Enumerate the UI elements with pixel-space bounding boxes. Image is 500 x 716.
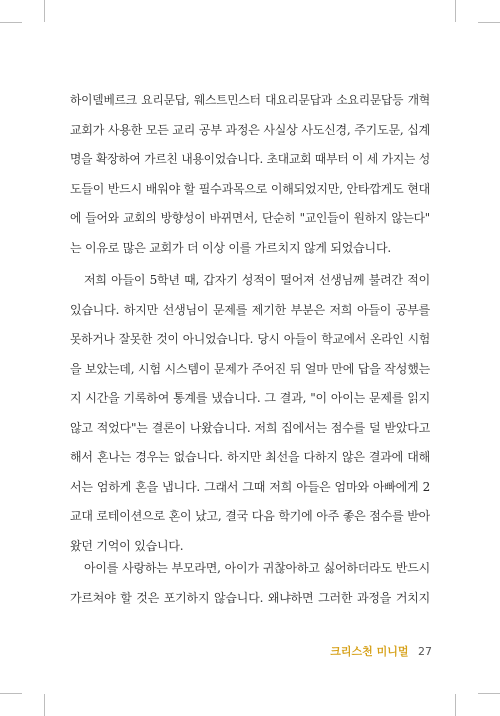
paragraph-2	[70, 266, 430, 561]
text-line: 교대 로테이션으로 혼이 났고, 결국 다음 학기에 아주 좋은 점수를 받아	[70, 509, 430, 523]
crop-mark-top-right-h	[478, 22, 500, 23]
crop-mark-bottom-right	[455, 694, 456, 716]
page-number: 27	[418, 645, 432, 658]
text-line: 있습니다. 하지만 선생님이 문제를 제기한 부분은 저희 아들이 공부를	[70, 302, 430, 317]
text-line: 저희 아들이 5학년 때, 갑자기 성적이 떨어져 선생님께 불려간 적이	[84, 273, 430, 287]
crop-mark-top-left	[44, 0, 45, 22]
text-line: 서는 엄하게 혼을 냅니다. 그래서 그때 저희 아들은 엄마와 아빠에게 2	[70, 479, 430, 494]
crop-mark-top-right	[455, 0, 456, 22]
text-line: 도들이 반드시 배워야 할 필수과목으로 이해되었지만, 안타깝게도 현대	[70, 181, 430, 196]
running-title: 크리스천 미니멀	[330, 645, 409, 658]
text-line: 에 들어와 교회의 방향성이 바뀌면서, 단순히 "교인들이 원하지 않는다"	[70, 211, 430, 225]
text-line: 아이를 사랑하는 부모라면, 아이가 귀찮아하고 싫어하더라도 반드시	[84, 561, 430, 575]
crop-mark-bottom-left	[44, 694, 45, 716]
text-line: 는 이유로 많은 교회가 더 이상 이를 가르치지 않게 되었습니다.	[70, 240, 391, 255]
text-line: 왔던 기억이 있습니다.	[70, 538, 184, 553]
text-line: 않고 적었다"는 결론이 나왔습니다. 저희 집에서는 점수를 덜 받았다고	[70, 420, 430, 435]
crop-mark-bottom-right-h	[478, 693, 500, 694]
text-line: 교회가 사용한 모든 교리 공부 과정은 사실상 사도신경, 주기도문, 십계	[70, 122, 430, 137]
text-line: 명을 확장하여 가르친 내용이었습니다. 초대교회 때부터 이 세 가지는 성	[70, 152, 430, 166]
text-line: 못하거나 잘못한 것이 아니었습니다. 당시 아들이 학교에서 온라인 시험	[70, 332, 430, 346]
text-line: 지 시간을 기록하여 통계를 냈습니다. 그 결과, "이 아이는 문제를 읽지	[70, 391, 430, 405]
crop-mark-top-left-h	[0, 22, 22, 23]
text-line: 가르쳐야 할 것은 포기하지 않습니다. 왜냐하면 그러한 과정을 거치지	[70, 590, 430, 605]
page-footer	[300, 643, 432, 659]
text-line: 을 보았는데, 시험 시스템이 문제가 주어진 뒤 얼마 만에 답을 작성했는	[70, 361, 430, 376]
paragraph-1	[70, 86, 430, 263]
text-line: 하이델베르크 요리문답, 웨스트민스터 대요리문답과 소요리문답등 개혁	[70, 93, 430, 107]
text-line: 해서 혼나는 경우는 없습니다. 하지만 최선을 다하지 않은 결과에 대해	[70, 450, 430, 464]
crop-mark-bottom-left-h	[0, 693, 22, 694]
paragraph-3	[70, 554, 430, 613]
